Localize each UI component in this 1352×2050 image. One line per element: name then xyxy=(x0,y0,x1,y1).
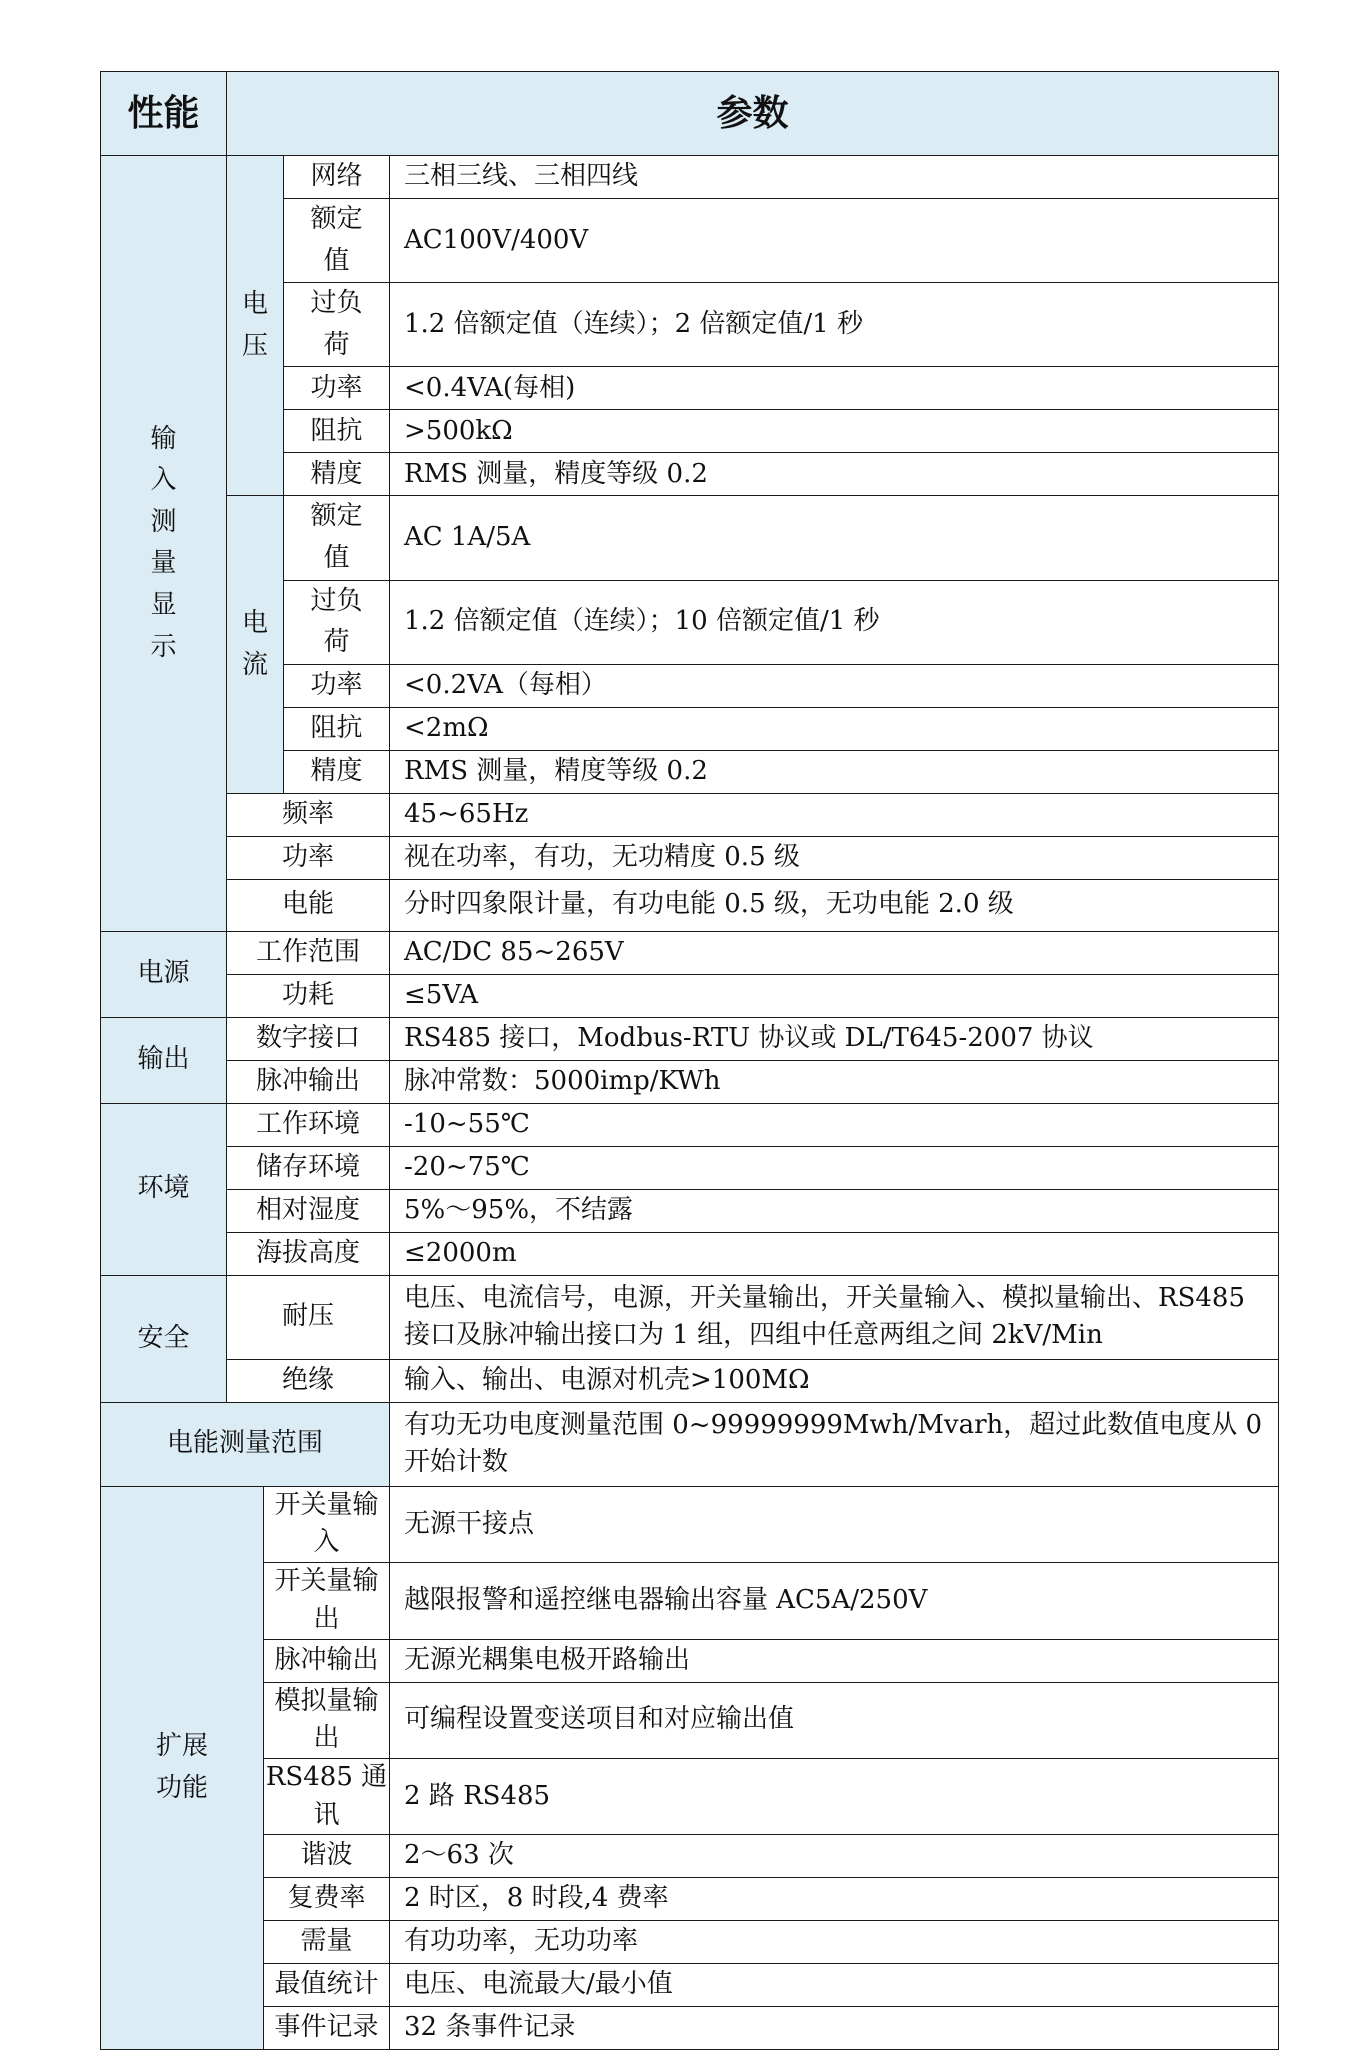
item-label: 储存环境 xyxy=(227,1146,390,1189)
item-value: AC 1A/5A xyxy=(390,496,1279,580)
table-row xyxy=(101,1275,1279,1359)
item-value: 5%～95%，不结露 xyxy=(390,1189,1279,1232)
table-row xyxy=(101,1639,1279,1682)
item-label: 过负荷 xyxy=(284,283,390,367)
table-row xyxy=(101,1878,1279,1921)
item-value: 有功功率，无功功率 xyxy=(390,1921,1279,1964)
item-label: 功率 xyxy=(227,836,390,879)
item-label: 耐压 xyxy=(227,1275,390,1359)
item-label: 工作环境 xyxy=(227,1103,390,1146)
table-row xyxy=(101,1060,1279,1103)
item-value: 可编程设置变送项目和对应输出值 xyxy=(390,1682,1279,1758)
item-value: 1.2 倍额定值（连续）；2 倍额定值/1 秒 xyxy=(390,283,1279,367)
item-value: <0.4VA(每相) xyxy=(390,367,1279,410)
item-value: ≤5VA xyxy=(390,974,1279,1017)
item-label: 功率 xyxy=(284,664,390,707)
item-label: 事件记录 xyxy=(264,2007,390,2050)
item-label: 开关量输出 xyxy=(264,1563,390,1639)
table-row xyxy=(101,1402,1279,1486)
item-label: 精度 xyxy=(284,750,390,793)
item-label: 阻抗 xyxy=(284,410,390,453)
item-label: 频率 xyxy=(227,793,390,836)
item-label: 复费率 xyxy=(264,1878,390,1921)
category-power: 电源 xyxy=(101,931,227,1017)
item-value: 2～63 次 xyxy=(390,1835,1279,1878)
item-label: 开关量输入 xyxy=(264,1486,390,1562)
table-row xyxy=(101,1486,1279,1562)
item-label: 额定值 xyxy=(284,496,390,580)
item-label: 过负荷 xyxy=(284,580,390,664)
item-label: 功率 xyxy=(284,367,390,410)
table-row xyxy=(101,2007,1279,2050)
category-safety: 安全 xyxy=(101,1275,227,1402)
item-label: 工作范围 xyxy=(227,931,390,974)
item-value: 1.2 倍额定值（连续）；10 倍额定值/1 秒 xyxy=(390,580,1279,664)
item-value: 电压、电流最大/最小值 xyxy=(390,1964,1279,2007)
item-label: 模拟量输出 xyxy=(264,1682,390,1758)
item-label: 需量 xyxy=(264,1921,390,1964)
item-label: 电能 xyxy=(227,879,390,931)
table-row xyxy=(101,1921,1279,1964)
item-value: RMS 测量，精度等级 0.2 xyxy=(390,453,1279,496)
item-value: 输入、输出、电源对机壳>100MΩ xyxy=(390,1359,1279,1402)
item-label: 相对湿度 xyxy=(227,1189,390,1232)
spec-table xyxy=(100,71,1279,2050)
category-input-measure: 输入测量显示 xyxy=(101,156,227,932)
item-label: 精度 xyxy=(284,453,390,496)
item-value: -20~75℃ xyxy=(390,1146,1279,1189)
table-row xyxy=(101,1563,1279,1639)
item-value: -10~55℃ xyxy=(390,1103,1279,1146)
item-value: 无源光耦集电极开路输出 xyxy=(390,1639,1279,1682)
item-value: 有功无功电度测量范围 0~99999999Mwh/Mvarh，超过此数值电度从 0 开始计数 xyxy=(390,1402,1279,1486)
table-row xyxy=(101,1835,1279,1878)
item-label: 最值统计 xyxy=(264,1964,390,2007)
item-label: RS485 通讯 xyxy=(264,1758,390,1834)
category-output: 输出 xyxy=(101,1017,227,1103)
table-row xyxy=(101,793,1279,836)
item-value: AC100V/400V xyxy=(390,199,1279,283)
item-label: 脉冲输出 xyxy=(264,1639,390,1682)
table-row xyxy=(101,1146,1279,1189)
item-value: 三相三线、三相四线 xyxy=(390,156,1279,199)
table-row xyxy=(101,879,1279,931)
item-value: 32 条事件记录 xyxy=(390,2007,1279,2050)
category-energy-range: 电能测量范围 xyxy=(101,1402,390,1486)
item-value: 越限报警和遥控继电器输出容量 AC5A/250V xyxy=(390,1563,1279,1639)
item-value: <0.2VA（每相） xyxy=(390,664,1279,707)
item-value: 2 时区，8 时段,4 费率 xyxy=(390,1878,1279,1921)
table-row xyxy=(101,1017,1279,1060)
item-label: 额定值 xyxy=(284,199,390,283)
item-value: RS485 接口，Modbus-RTU 协议或 DL/T645-2007 协议 xyxy=(390,1017,1279,1060)
header-performance: 性能 xyxy=(101,72,227,156)
table-row xyxy=(101,1758,1279,1834)
item-label: 脉冲输出 xyxy=(227,1060,390,1103)
table-row xyxy=(101,1359,1279,1402)
item-value: >500kΩ xyxy=(390,410,1279,453)
item-value: 电压、电流信号，电源，开关量输出，开关量输入、模拟量输出、RS485 接口及脉冲输出接口为 1 组，四组中任意两组之间 2kV/Min xyxy=(390,1275,1279,1359)
item-label: 功耗 xyxy=(227,974,390,1017)
table-row xyxy=(101,1103,1279,1146)
item-value: RMS 测量，精度等级 0.2 xyxy=(390,750,1279,793)
item-label: 谐波 xyxy=(264,1835,390,1878)
table-row xyxy=(101,974,1279,1017)
item-label: 数字接口 xyxy=(227,1017,390,1060)
item-value: 脉冲常数：5000imp/KWh xyxy=(390,1060,1279,1103)
item-value: <2mΩ xyxy=(390,707,1279,750)
item-value: ≤2000m xyxy=(390,1232,1279,1275)
item-label: 绝缘 xyxy=(227,1359,390,1402)
table-row xyxy=(101,931,1279,974)
subcategory-voltage: 电压 xyxy=(227,156,284,496)
table-row xyxy=(101,836,1279,879)
header-parameters: 参数 xyxy=(227,72,1279,156)
item-value: 2 路 RS485 xyxy=(390,1758,1279,1834)
item-label: 阻抗 xyxy=(284,707,390,750)
category-extension: 扩展功能 xyxy=(101,1486,264,2050)
item-value: 视在功率，有功，无功精度 0.5 级 xyxy=(390,836,1279,879)
table-row xyxy=(101,1682,1279,1758)
item-value: 无源干接点 xyxy=(390,1486,1279,1562)
table-row xyxy=(101,496,1279,580)
table-row xyxy=(101,1232,1279,1275)
item-label: 海拔高度 xyxy=(227,1232,390,1275)
table-row xyxy=(101,156,1279,199)
item-label: 网络 xyxy=(284,156,390,199)
item-value: 分时四象限计量，有功电能 0.5 级，无功电能 2.0 级 xyxy=(390,879,1279,931)
table-header-row xyxy=(101,72,1279,156)
category-environment: 环境 xyxy=(101,1103,227,1275)
item-value: AC/DC 85~265V xyxy=(390,931,1279,974)
table-row xyxy=(101,1964,1279,2007)
item-value: 45~65Hz xyxy=(390,793,1279,836)
subcategory-current: 电流 xyxy=(227,496,284,793)
table-row xyxy=(101,1189,1279,1232)
